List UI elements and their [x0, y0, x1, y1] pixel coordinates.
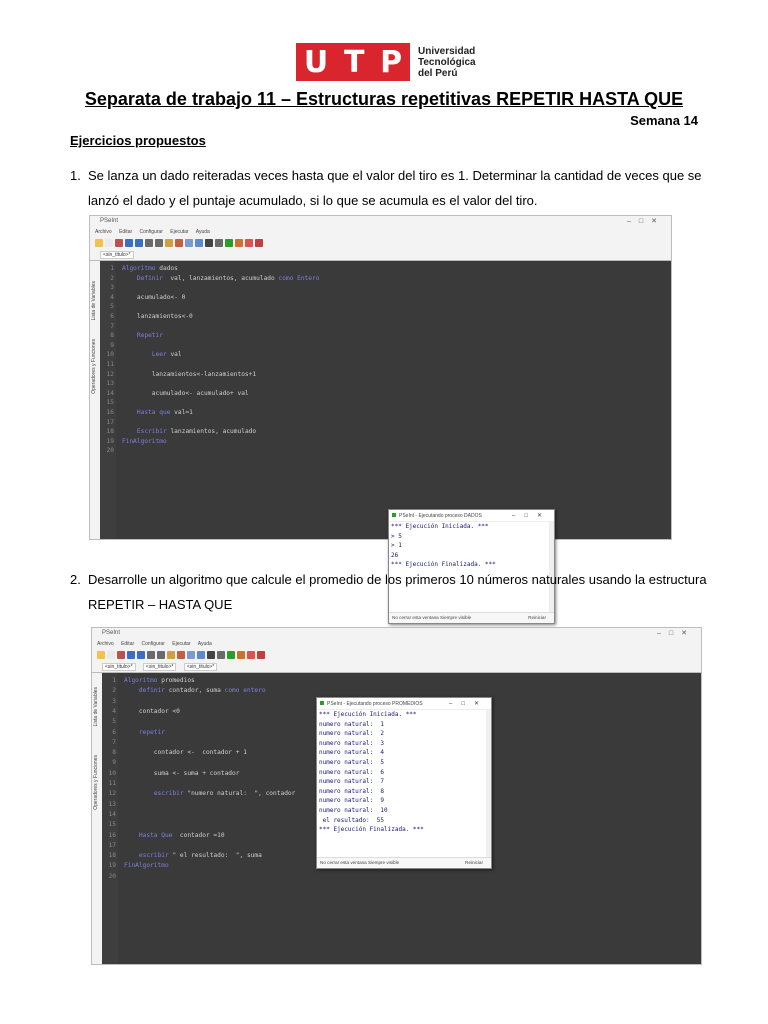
restart-button[interactable]: Reiniciar: [465, 860, 483, 865]
code-line: [102, 379, 122, 388]
code-keyword: Leer: [151, 351, 167, 359]
editor-area: [90, 261, 671, 539]
code-line: [102, 293, 185, 302]
line-number: 6: [110, 313, 114, 320]
code-text: [124, 852, 139, 859]
line-number: 12: [108, 790, 116, 798]
utp-logo-mark: [296, 43, 410, 81]
console-title: PSeInt - Ejecutando proceso DADOS: [399, 513, 482, 519]
toolbar-icon[interactable]: [117, 651, 125, 659]
code-line: [104, 769, 239, 778]
code-text: contador <- contador + 1: [124, 749, 247, 757]
console-title: PSeInt - Ejecutando proceso PROMEDIOS: [327, 701, 423, 707]
toolbar-icon[interactable]: [197, 651, 205, 659]
console-line: *** Ejecución Finalizada. ***: [391, 561, 496, 569]
tab-sin-titulo[interactable]: <sin_titulo>*: [143, 663, 177, 671]
toolbar-icon[interactable]: [127, 651, 135, 659]
variables-list-tab[interactable]: Lista de Variables: [91, 281, 97, 321]
line-number: 7: [110, 322, 114, 330]
week-label: Semana 14: [630, 113, 698, 128]
line-number: 5: [112, 718, 116, 726]
line-number: 4: [112, 707, 116, 715]
question-text: Desarrolle un algoritmo que calcule el promedio de los primeros 10 números naturales usando la estructura REPETIR – HASTA QUE: [88, 572, 707, 612]
console-output: [319, 710, 485, 835]
code-keyword: Algoritmo: [124, 677, 158, 684]
code-line: [104, 861, 169, 870]
code-keyword: definir: [138, 687, 165, 695]
toolbar-icon[interactable]: [185, 239, 193, 247]
menu-ejecutar[interactable]: Ejecutar: [172, 641, 191, 647]
university-name: [418, 46, 476, 79]
code-line: [104, 738, 124, 747]
code-line: [102, 437, 167, 446]
toolbar-icon[interactable]: [95, 239, 103, 247]
code-keyword: escribir: [153, 790, 184, 798]
question-number: 2.: [70, 572, 81, 587]
tab-sin-titulo[interactable]: <sin_titulo>*: [100, 251, 134, 259]
menu-bar: [90, 228, 671, 236]
logo-letter-p: P: [380, 44, 403, 80]
console-footer: [317, 857, 491, 868]
console-line: *** Ejecución Finalizada. ***: [319, 826, 424, 834]
code-line: [102, 446, 122, 455]
menu-configurar[interactable]: Configurar: [139, 229, 163, 235]
console-line: numero natural: 9: [319, 797, 385, 805]
toolbar-icon[interactable]: [175, 239, 183, 247]
university-name-line: del Perú: [418, 67, 458, 79]
toolbar-icon[interactable]: [145, 239, 153, 247]
menu-ejecutar[interactable]: Ejecutar: [170, 229, 189, 235]
toolbar-icon[interactable]: [207, 651, 215, 659]
toolbar-icon[interactable]: [215, 239, 223, 247]
code-text: [124, 729, 139, 736]
line-number: 7: [112, 738, 116, 746]
line-number: 17: [106, 418, 114, 426]
code-text: [124, 790, 154, 797]
code-text: dados: [155, 265, 178, 272]
code-text: [122, 409, 137, 416]
window-controls[interactable]: –□✕: [657, 630, 695, 637]
code-line: [102, 283, 122, 292]
question-number: 1.: [70, 168, 81, 183]
code-keyword: Escribir: [136, 428, 167, 436]
code-keyword: Definir: [136, 274, 163, 282]
line-number: 14: [106, 389, 114, 397]
line-number: 9: [110, 341, 114, 349]
code-text: [122, 351, 152, 358]
code-keyword: FinAlgoritmo: [124, 862, 169, 870]
variables-list-tab[interactable]: Lista de Variables: [93, 687, 99, 727]
tab-sin-titulo[interactable]: <sin_titulo>*: [102, 663, 136, 671]
toolbar-icon[interactable]: [167, 651, 175, 659]
console-line: 26: [391, 551, 399, 559]
toolbar: [92, 648, 701, 662]
toolbar-icon[interactable]: [227, 651, 235, 659]
code-line: [102, 264, 178, 273]
toolbar-icon[interactable]: [187, 651, 195, 659]
line-number: 4: [110, 293, 114, 301]
menu-archivo[interactable]: Archivo: [95, 229, 112, 235]
code-line: [102, 408, 193, 417]
code-line: [102, 418, 122, 427]
tab-bar: [90, 250, 671, 261]
console-line: numero natural: 5: [319, 758, 385, 766]
console-line: *** Ejecución Iniciada. ***: [391, 523, 489, 530]
line-number: 5: [110, 303, 114, 311]
code-keyword: como entero: [224, 687, 266, 695]
restart-button[interactable]: Reiniciar: [528, 615, 546, 620]
line-number: 3: [110, 284, 114, 292]
line-number: 18: [108, 852, 116, 860]
console-line: numero natural: 10: [319, 806, 388, 814]
code-line: [104, 748, 247, 757]
line-number: 8: [110, 332, 114, 340]
code-text: lanzamientos<-lanzamientos+1: [122, 370, 257, 378]
code-text: [122, 275, 137, 282]
line-number: 2: [110, 274, 114, 282]
toolbar-icon[interactable]: [97, 651, 105, 659]
console-line: numero natural: 8: [319, 787, 385, 795]
tab-bar: [92, 662, 701, 673]
menu-configurar[interactable]: Configurar: [141, 641, 165, 647]
run-icon: [392, 513, 396, 517]
line-number: 12: [106, 370, 114, 378]
menu-editar[interactable]: Editar: [119, 229, 133, 235]
window-titlebar: [90, 216, 671, 228]
section-heading: Ejercicios propuestos: [70, 133, 206, 148]
line-number: 3: [112, 697, 116, 705]
code-line: [104, 831, 225, 840]
line-number: 1: [110, 265, 114, 272]
toolbar-icon[interactable]: [125, 239, 133, 247]
code-text: [122, 332, 137, 339]
toolbar: [90, 236, 671, 250]
line-number: 15: [108, 821, 116, 829]
console-line: numero natural: 6: [319, 768, 385, 776]
code-keyword: Hasta que: [136, 409, 171, 416]
window-title: PSeInt: [102, 630, 121, 636]
code-line: [102, 370, 256, 379]
menu-ayuda[interactable]: Ayuda: [195, 229, 210, 235]
line-number: 10: [106, 351, 114, 359]
university-name-line: Tecnológica: [418, 56, 476, 68]
code-text: [124, 832, 139, 839]
code-line: [102, 274, 319, 283]
line-number: 13: [108, 800, 116, 808]
line-number: 13: [106, 380, 114, 388]
toolbar-icon[interactable]: [217, 651, 225, 659]
line-number: 19: [108, 862, 116, 870]
logo-letter-t: T: [343, 44, 365, 80]
window-controls[interactable]: –□✕: [627, 218, 665, 225]
console-scrollbar[interactable]: [486, 710, 491, 858]
code-line: [104, 789, 295, 798]
console-options[interactable]: No cerrar esta ventana Siempre visible: [392, 615, 472, 620]
code-line: [104, 851, 262, 860]
line-number: 19: [106, 437, 114, 445]
console-titlebar: [317, 698, 491, 710]
console-window-controls[interactable]: –□✕: [449, 701, 488, 707]
window-title: PSeInt: [100, 218, 119, 224]
question-text: Se lanza un dado reiteradas veces hasta que el valor del tiro es 1. Determinar la cantidad de veces que se lanzó el dado y el puntaje acumulado, si lo que se acumula es el valor del tiro.: [88, 168, 702, 208]
line-number: 1: [112, 677, 116, 684]
code-keyword: Repetir: [136, 332, 163, 340]
toolbar-icon[interactable]: [107, 651, 115, 659]
toolbar-icon[interactable]: [255, 239, 263, 247]
console-line: el resultado: 55: [319, 816, 385, 824]
line-number: 6: [112, 728, 116, 736]
code-keyword: como Entero: [278, 274, 320, 282]
code-line: [102, 312, 193, 321]
question-1: [70, 163, 710, 213]
console-line: numero natural: 4: [319, 749, 385, 757]
console-options[interactable]: No cerrar esta ventana Siempre visible: [320, 860, 400, 865]
line-number: 18: [106, 428, 114, 436]
code-line: [102, 322, 122, 331]
code-text: promedios: [157, 677, 195, 684]
code-text: acumulado<- acumulado+ val: [122, 389, 249, 397]
console-line: numero natural: 1: [319, 720, 385, 728]
console-line: > 5: [391, 532, 402, 540]
line-number: 15: [106, 399, 114, 407]
toolbar-icon[interactable]: [177, 651, 185, 659]
code-line: [102, 331, 163, 340]
code-line: [104, 872, 124, 881]
line-number: 16: [106, 409, 114, 416]
code-text: val: [166, 351, 182, 359]
line-number: 20: [108, 872, 116, 880]
code-keyword: Hasta Que: [138, 831, 173, 839]
tab-sin-titulo[interactable]: <sin_titulo>*: [184, 663, 218, 671]
menu-bar: [92, 640, 701, 648]
code-text: " el resultado: ", suma: [168, 852, 262, 860]
code-line: [104, 707, 180, 716]
code-line: [104, 697, 124, 706]
code-text: val, lanzamientos, acumulado: [162, 274, 279, 282]
toolbar-icon[interactable]: [115, 239, 123, 247]
code-text: contador, suma: [164, 687, 225, 695]
code-line: [102, 350, 182, 359]
console-line: *** Ejecución Iniciada. ***: [319, 711, 417, 718]
code-text: "numero natural: ", contador: [183, 790, 296, 798]
console-line: > 1: [391, 542, 402, 550]
toolbar-icon[interactable]: [225, 239, 233, 247]
code-text: lanzamientos<-0: [122, 313, 193, 320]
document-title: Separata de trabajo 11 – Estructuras repetitivas REPETIR HASTA QUE: [84, 89, 684, 109]
question-2: [70, 567, 710, 617]
code-line: [102, 360, 122, 369]
operators-tab[interactable]: Operadores y Funciones: [93, 755, 99, 810]
line-number: 9: [112, 759, 116, 767]
menu-archivo[interactable]: Archivo: [97, 641, 114, 647]
code-text: contador <0: [124, 707, 180, 715]
code-line: [104, 676, 195, 685]
toolbar-icon[interactable]: [135, 239, 143, 247]
toolbar-icon[interactable]: [247, 651, 255, 659]
code-keyword: Algoritmo: [122, 265, 156, 272]
toolbar-icon[interactable]: [147, 651, 155, 659]
code-text: acumulado<- 0: [122, 293, 186, 301]
code-text: contador =10: [172, 831, 225, 839]
menu-ayuda[interactable]: Ayuda: [197, 641, 212, 647]
line-number: 14: [108, 810, 116, 818]
code-line: [104, 728, 165, 737]
code-line: [104, 686, 266, 695]
console-line: numero natural: 7: [319, 778, 385, 786]
line-number: 20: [106, 447, 114, 455]
code-keyword: repetir: [138, 728, 165, 736]
line-number: 17: [108, 841, 116, 849]
toolbar-icon[interactable]: [155, 239, 163, 247]
code-text: lanzamientos, acumulado: [166, 428, 257, 436]
toolbar-icon[interactable]: [237, 651, 245, 659]
toolbar-icon[interactable]: [245, 239, 253, 247]
console-line: numero natural: 2: [319, 730, 385, 738]
console-titlebar: [389, 510, 554, 522]
toolbar-icon[interactable]: [137, 651, 145, 659]
code-text: [124, 687, 139, 694]
menu-editar[interactable]: Editar: [121, 641, 135, 647]
university-name-line: Universidad: [418, 45, 476, 57]
console-output: [391, 522, 548, 570]
toolbar-icon[interactable]: [195, 239, 203, 247]
code-line: [104, 717, 124, 726]
line-number: 10: [108, 769, 116, 777]
code-line: [102, 398, 122, 407]
utp-logo: [296, 42, 476, 82]
code-line: [102, 302, 122, 311]
line-number: 11: [108, 780, 116, 787]
console-line: numero natural: 3: [319, 739, 385, 747]
code-line: [102, 341, 122, 350]
code-line: [102, 427, 256, 436]
toolbar-icon[interactable]: [165, 239, 173, 247]
code-line: [104, 800, 124, 809]
code-line: [104, 779, 124, 788]
toolbar-icon[interactable]: [205, 239, 213, 247]
window-titlebar: [92, 628, 701, 640]
code-line: [104, 810, 124, 819]
execution-console: [316, 697, 492, 869]
console-window-controls[interactable]: –□✕: [512, 513, 551, 519]
code-text: [122, 428, 137, 435]
code-line: [104, 820, 124, 829]
run-icon: [320, 701, 324, 705]
code-line: [104, 758, 124, 767]
operators-tab[interactable]: Operadores y Funciones: [91, 339, 97, 394]
code-keyword: FinAlgoritmo: [122, 437, 167, 445]
toolbar-icon[interactable]: [105, 239, 113, 247]
code-text: suma <- suma + contador: [124, 769, 240, 777]
toolbar-icon[interactable]: [257, 651, 265, 659]
toolbar-icon[interactable]: [235, 239, 243, 247]
line-number: 16: [108, 831, 116, 839]
line-number: 11: [106, 361, 114, 368]
code-keyword: escribir: [138, 852, 169, 860]
code-text: val=1: [170, 409, 193, 416]
toolbar-icon[interactable]: [157, 651, 165, 659]
line-number: 8: [112, 749, 116, 757]
line-number: 2: [112, 687, 116, 695]
code-line: [104, 841, 124, 850]
code-line: [102, 389, 249, 398]
logo-letter-u: U: [303, 44, 329, 80]
